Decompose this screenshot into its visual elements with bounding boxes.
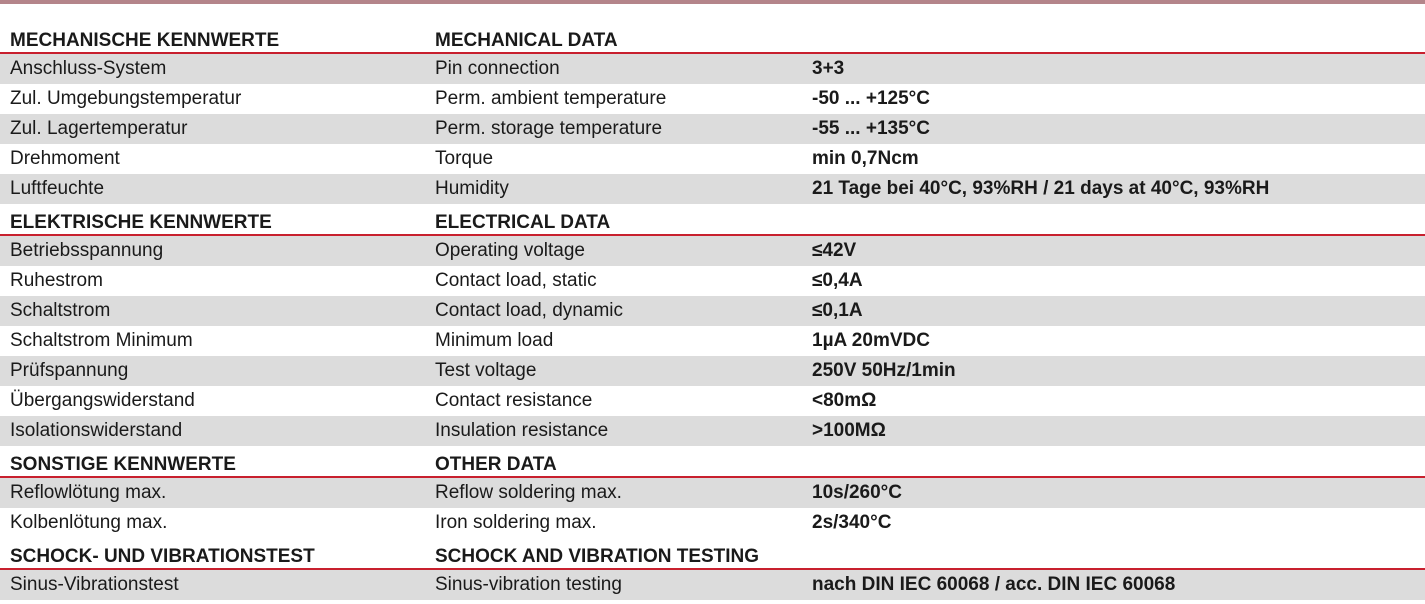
label-en: Insulation resistance: [435, 420, 609, 441]
value: -50 ... +125°C: [812, 88, 930, 109]
value: 3+3: [812, 58, 845, 79]
label-en: Test voltage: [435, 360, 537, 381]
value: ≤0,1A: [812, 300, 863, 321]
label-en: Contact resistance: [435, 390, 593, 411]
label-de: Luftfeuchte: [10, 178, 105, 199]
section-title-de: SCHOCK- UND VIBRATIONSTEST: [10, 546, 315, 567]
label-en: Contact load, static: [435, 270, 597, 291]
label-de: Reflowlötung max.: [10, 482, 167, 503]
table-row: [0, 416, 1425, 446]
label-de: Anschluss-System: [10, 58, 167, 79]
section-header-electrical: [0, 212, 1425, 236]
value: >100MΩ: [812, 420, 886, 441]
section-title-en: ELECTRICAL DATA: [435, 212, 611, 233]
label-en: Torque: [435, 148, 494, 169]
label-de: Sinus-Vibrationstest: [10, 574, 179, 595]
label-de: Zul. Umgebungstemperatur: [10, 88, 242, 109]
label-en: Contact load, dynamic: [435, 300, 623, 321]
value: <80mΩ: [812, 390, 877, 411]
label-en: Perm. ambient temperature: [435, 88, 667, 109]
label-en: Minimum load: [435, 330, 554, 351]
table-row: [0, 236, 1425, 266]
label-de: Zul. Lagertemperatur: [10, 118, 188, 139]
value: 250V 50Hz/1min: [812, 360, 956, 381]
label-en: Iron soldering max.: [435, 512, 597, 533]
label-en: Humidity: [435, 178, 509, 199]
table-row: [0, 356, 1425, 386]
table-row: [0, 84, 1425, 114]
value: 1µA 20mVDC: [812, 330, 930, 351]
section-title-de: MECHANISCHE KENNWERTE: [10, 30, 280, 51]
section-title-en: OTHER DATA: [435, 454, 557, 475]
value: 10s/260°C: [812, 482, 902, 503]
table-row: [0, 386, 1425, 416]
value: 2s/340°C: [812, 512, 892, 533]
table-row: [0, 114, 1425, 144]
section-header-shock-vibration: [0, 546, 1425, 570]
top-rule: [0, 0, 1425, 4]
table-row: [0, 326, 1425, 356]
table-row: [0, 174, 1425, 204]
label-de: Schaltstrom: [10, 300, 111, 321]
label-de: Isolationswiderstand: [10, 420, 183, 441]
spec-sheet: [0, 30, 1425, 600]
value: min 0,7Ncm: [812, 148, 919, 169]
value: -55 ... +135°C: [812, 118, 930, 139]
table-row: [0, 266, 1425, 296]
value: nach DIN IEC 60068 / acc. DIN IEC 60068: [812, 574, 1176, 595]
label-en: Perm. storage temperature: [435, 118, 663, 139]
table-row: [0, 144, 1425, 174]
label-en: Pin connection: [435, 58, 560, 79]
section-title-de: ELEKTRISCHE KENNWERTE: [10, 212, 272, 233]
label-de: Drehmoment: [10, 148, 120, 169]
table-row: [0, 508, 1425, 538]
label-de: Ruhestrom: [10, 270, 103, 291]
label-en: Operating voltage: [435, 240, 585, 261]
section-title-en: MECHANICAL DATA: [435, 30, 618, 51]
value: ≤42V: [812, 240, 857, 261]
label-en: Sinus-vibration testing: [435, 574, 622, 595]
section-title-de: SONSTIGE KENNWERTE: [10, 454, 236, 475]
label-en: Reflow soldering max.: [435, 482, 622, 503]
label-de: Prüfspannung: [10, 360, 129, 381]
label-de: Übergangswiderstand: [10, 390, 195, 411]
table-row: [0, 570, 1425, 600]
table-row: [0, 296, 1425, 326]
table-row: [0, 478, 1425, 508]
table-row: [0, 54, 1425, 84]
label-de: Betriebsspannung: [10, 240, 164, 261]
section-title-en: SCHOCK AND VIBRATION TESTING: [435, 546, 760, 567]
section-header-mechanical: [0, 30, 1425, 54]
value: ≤0,4A: [812, 270, 863, 291]
value: 21 Tage bei 40°C, 93%RH / 21 days at 40°C, 93%RH: [812, 178, 1270, 199]
label-de: Schaltstrom Minimum: [10, 330, 193, 351]
label-de: Kolbenlötung max.: [10, 512, 168, 533]
section-header-other: [0, 454, 1425, 478]
